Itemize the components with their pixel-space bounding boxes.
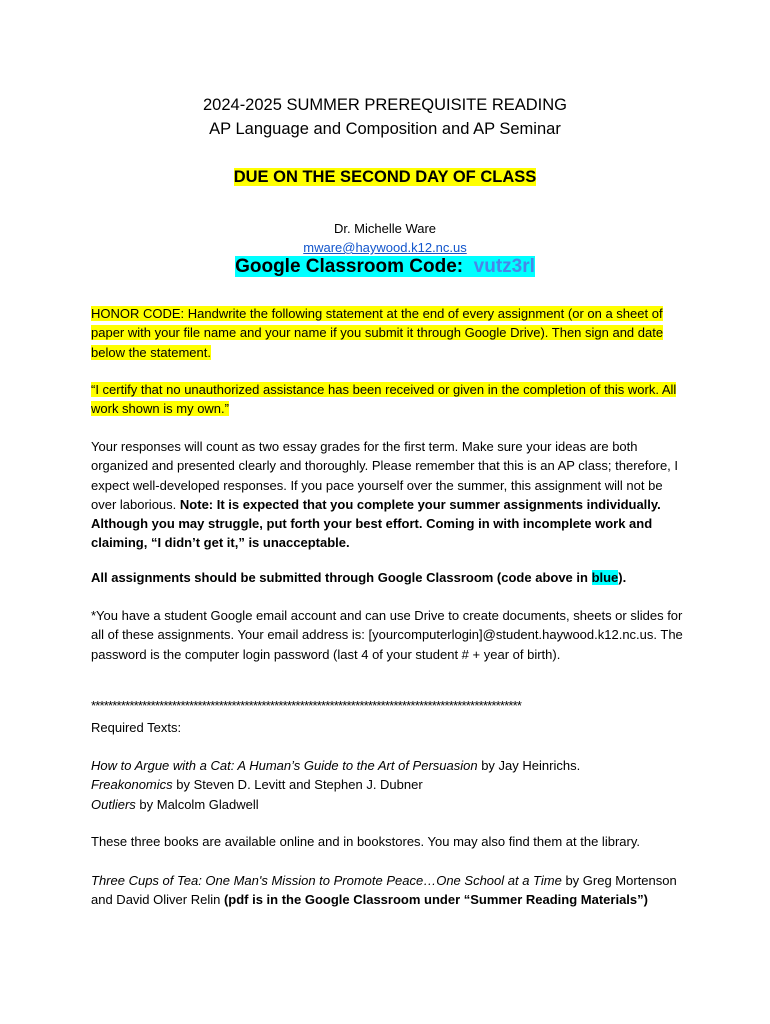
book-author: by Malcolm Gladwell	[135, 796, 259, 812]
honor-code-text: HONOR CODE: Handwrite the following statement at the end of every assignment (or on a sheet of paper with your file name and your name if you submit it through Google Drive). Then sign and date below the statement.	[91, 306, 664, 360]
due-notice	[0, 168, 770, 187]
teacher-info	[0, 219, 770, 257]
responses-text: Your responses will count as two essay grades for the first term. Make sure your ideas are both organized and presented clearly and thoroughly. Please remember that this is an AP class; therefore, I expect well-developed responses. If you pace yourself over the summer, this assignment will not be over laborious.	[91, 439, 679, 512]
additional-book-author: by Greg Mortenson and David Oliver Relin	[91, 873, 677, 908]
book-title: Outliers	[91, 796, 136, 812]
required-texts-heading: Required Texts:	[91, 720, 182, 735]
books-availability: These three books are available online and in bookstores. You may also find them at the library.	[91, 834, 640, 849]
book-title: How to Argue with a Cat: A Human’s Guide to the Art of Persuasion	[91, 758, 478, 773]
submission-instruction	[91, 568, 691, 587]
title-line-2: AP Language and Composition and AP Seminar	[209, 120, 561, 138]
book-author: by Jay Heinrichs.	[477, 758, 581, 773]
book-item	[91, 795, 691, 814]
responses-note: Note: It is expected that you complete your summer assignments individually. Although you may struggle, put forth your best effort. Coming in with incomplete work and claiming, “I didn’t get it,” is unacceptable.	[91, 496, 661, 551]
classroom-code: vutz3rl	[473, 256, 535, 277]
additional-book-title: Three Cups of Tea: One Man's Mission to Promote Peace…One School at a Time	[91, 873, 562, 888]
book-item	[91, 756, 691, 775]
responses-paragraph	[91, 437, 691, 553]
honor-statement-text: “I certify that no unauthorized assistance has been received or given in the completion of this work. All work shown is my own.”	[91, 382, 677, 417]
due-text: DUE ON THE SECOND DAY OF CLASS	[233, 168, 537, 186]
classroom-code-line	[0, 256, 770, 278]
teacher-name: Dr. Michelle Ware	[333, 221, 437, 236]
email-account-text: *You have a student Google email account and can use Drive to create documents, sheets or slides for all of these assignments. Your email address is: [yourcomputerlogin]@student.haywood.k12.nc.us. The password is the computer login password (last 4 of your student # + year of birth).	[91, 608, 683, 662]
teacher-email-link[interactable]: mware@haywood.k12.nc.us	[303, 240, 467, 255]
classroom-code-highlight	[235, 256, 535, 277]
required-books-list	[91, 756, 691, 814]
submission-text: All assignments should be submitted through Google Classroom (code above in	[91, 570, 592, 585]
separator-line: *****************************************************************************************************	[91, 698, 522, 713]
classroom-code-label: Google Classroom Code:	[235, 256, 464, 277]
submission-end: ).	[618, 570, 627, 585]
book-item	[91, 775, 691, 794]
email-account-note	[91, 606, 691, 664]
honor-code	[91, 304, 691, 362]
document-title	[0, 93, 770, 141]
book-title: Freakonomics	[91, 777, 173, 793]
honor-statement	[91, 380, 691, 419]
additional-book-note: (pdf is in the Google Classroom under “Summer Reading Materials”)	[223, 892, 648, 908]
additional-text	[91, 871, 691, 910]
book-author: by Steven D. Levitt and Stephen J. Dubner	[172, 777, 423, 793]
submission-blue-highlight: blue	[591, 570, 619, 585]
title-line-1: 2024-2025 SUMMER PREREQUISITE READING	[202, 96, 568, 114]
